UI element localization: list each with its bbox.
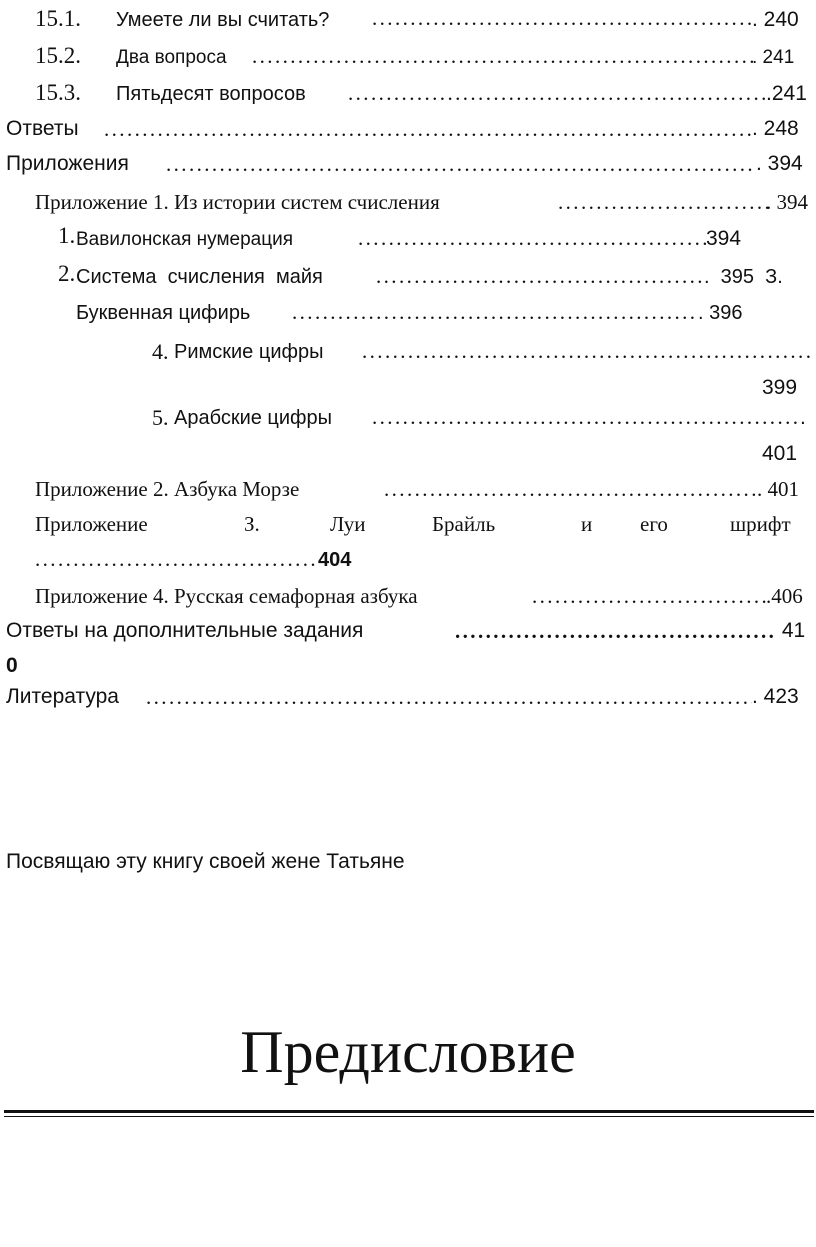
page-title: Предисловие [240, 1019, 576, 1085]
toc-entry-number: 15.2. [35, 43, 81, 68]
toc-entry-word: шрифт [730, 512, 791, 536]
toc-entry-title: Арабские цифры [174, 407, 332, 429]
toc-entry-title: Пятьдесят вопросов [116, 83, 306, 105]
toc-entry-page: . 395 З. [704, 266, 783, 288]
toc-leader [292, 300, 698, 325]
toc-leader [252, 44, 754, 69]
toc-entry-number: 15.1. [35, 6, 81, 31]
toc-leader [358, 226, 708, 251]
toc-entry-title: Два вопроса [116, 47, 227, 68]
toc-entry-page: 41 [776, 619, 806, 642]
toc-entry-word: Луи [330, 512, 366, 536]
toc-entry-title: Литература [6, 685, 119, 708]
toc-leader [455, 619, 777, 644]
toc-leader [348, 81, 768, 106]
toc-entry-title: Вавилонская нумерация [76, 229, 293, 250]
toc-entry-number: 15.3. [35, 80, 81, 105]
toc-entry-page: . 240 [752, 8, 799, 31]
toc-entry-page: . 401 [757, 477, 799, 501]
toc-leader [376, 264, 706, 289]
toc-entry-word: Брайль [432, 512, 496, 536]
divider [4, 1116, 814, 1117]
toc-entry-page-tail: . [800, 406, 806, 429]
toc-entry-number: 5. [152, 405, 169, 430]
toc-entry-page: 401 [762, 442, 798, 465]
toc-entry-title: Система счисления майя [76, 266, 323, 288]
toc-entry-number: 1. [58, 223, 76, 248]
toc-entry-page: . 394 [756, 152, 803, 175]
toc-entry-page: . 248 [752, 117, 799, 140]
toc-entry-number: 2. [58, 261, 76, 286]
toc-entry-page: . 423 [752, 685, 799, 708]
toc-entry-title: Приложение 1. Из истории систем счисления [35, 190, 440, 214]
toc-entry-page: . 396 [698, 302, 743, 324]
toc-entry-title: Буквенная цифирь [76, 302, 251, 324]
toc-leader [146, 685, 752, 710]
toc-entry-title: Приложение 2. Азбука Морзе [35, 477, 300, 501]
toc-entry-page: . 394 [766, 190, 808, 214]
toc-entry-page: . 241 [752, 47, 795, 68]
toc-entry-word: и [581, 512, 593, 536]
toc-leader [532, 584, 768, 609]
toc-leader [384, 477, 756, 502]
toc-leader [372, 6, 754, 31]
toc-entry-title: Римские цифры [174, 341, 324, 363]
toc-entry-page: 399 [762, 376, 798, 399]
dedication: Посвящаю эту книгу своей жене Татьяне [6, 850, 405, 873]
toc-entry-title: Ответы [6, 117, 79, 140]
toc-entry-title: Приложение 4. Русская семафорная азбука [35, 584, 418, 608]
toc-leader [372, 405, 800, 430]
toc-entry-page-wrap: 0 [6, 654, 18, 677]
toc-entry-page: .241 [766, 82, 807, 105]
toc-leader [166, 152, 756, 177]
divider [4, 1110, 814, 1113]
toc-entry-page: .406 [766, 584, 803, 608]
toc-entry-number: 4. [152, 339, 169, 364]
toc-entry-page: 394 [706, 227, 742, 250]
toc-entry-word: его [640, 512, 668, 536]
toc-leader [362, 339, 812, 364]
toc-entry-title: Умеете ли вы считать? [116, 9, 330, 31]
toc-leader [35, 547, 317, 572]
toc-entry-title: Ответы на дополнительные задания [6, 619, 364, 642]
toc-leader [558, 190, 768, 215]
toc-entry-word: З. [244, 512, 260, 536]
toc-entry-title: Приложения [6, 152, 129, 175]
toc-leader [104, 117, 754, 142]
toc-entry-word: Приложение [35, 512, 148, 536]
toc-entry-page: 404 [318, 549, 352, 571]
